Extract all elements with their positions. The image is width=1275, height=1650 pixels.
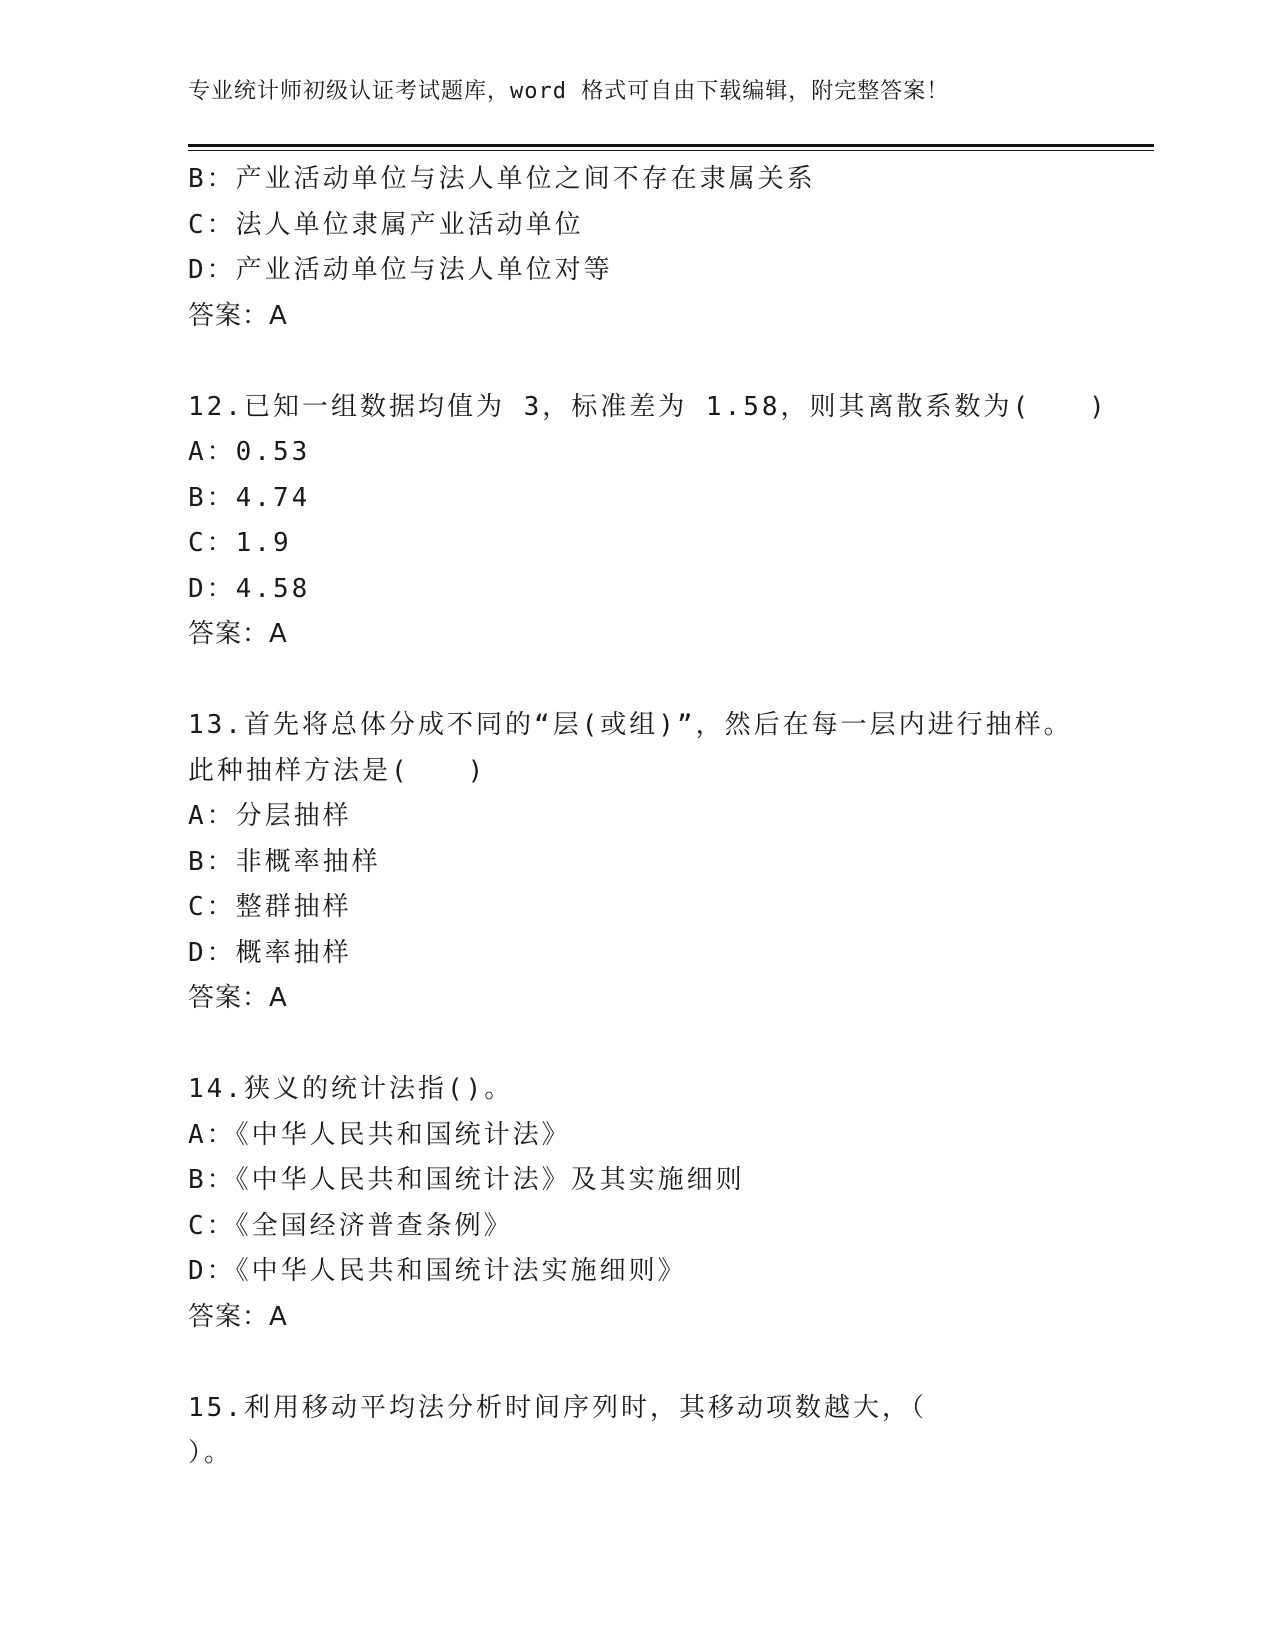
question-text-continued: 此种抽样方法是( ) — [188, 755, 487, 786]
spacer — [188, 339, 1148, 385]
question-text: 15.利用移动平均法分析时间序列时，其移动项数越大，（ — [188, 1392, 927, 1423]
question-continued — [188, 157, 1148, 339]
option-a: A：0.53 — [188, 437, 311, 467]
answer: 答案：A — [188, 983, 288, 1013]
option-c: C：《全国经济普查条例》 — [188, 1210, 513, 1241]
header-rule-thin — [188, 150, 1154, 151]
question-list — [188, 157, 1148, 1477]
option-a: A：《中华人民共和国统计法》 — [188, 1119, 571, 1150]
answer: 答案：A — [188, 1301, 288, 1332]
spacer — [188, 658, 1148, 704]
option-c: C：法人单位隶属产业活动单位 — [188, 209, 584, 240]
question-text-continued: ）。 — [188, 1438, 234, 1468]
question-14 — [188, 1067, 1148, 1340]
option-d: D：概率抽样 — [188, 937, 352, 968]
question-text: 12.已知一组数据均值为 3，标准差为 1.58，则其离散系数为( ) — [188, 391, 1108, 422]
option-d: D：《中华人民共和国统计法实施细则》 — [188, 1256, 687, 1286]
option-a: A：分层抽样 — [188, 801, 352, 831]
option-b: B：产业活动单位与法人单位之间不存在隶属关系 — [188, 164, 816, 194]
question-text: 14.狭义的统计法指()。 — [188, 1074, 514, 1104]
question-15 — [188, 1386, 1148, 1477]
page-header: 专业统计师初级认证考试题库，word 格式可自由下载编辑，附完整答案！ — [188, 79, 950, 104]
question-text: 13.首先将总体分成不同的“层(或组)”，然后在每一层内进行抽样。 — [188, 710, 1073, 740]
option-d: D：4.58 — [188, 573, 311, 604]
answer: 答案：A — [188, 619, 288, 649]
spacer — [188, 1340, 1148, 1386]
option-c: C：整群抽样 — [188, 892, 352, 922]
option-c: C：1.9 — [188, 528, 292, 558]
option-d: D：产业活动单位与法人单位对等 — [188, 255, 613, 285]
spacer — [188, 1022, 1148, 1068]
option-b: B：4.74 — [188, 482, 311, 513]
question-12 — [188, 385, 1148, 658]
question-13 — [188, 703, 1148, 1022]
header-rule-thick — [188, 144, 1154, 147]
option-b: B：非概率抽样 — [188, 846, 381, 877]
option-b: B：《中华人民共和国统计法》及其实施细则 — [188, 1165, 745, 1195]
answer: 答案：A — [188, 300, 288, 331]
